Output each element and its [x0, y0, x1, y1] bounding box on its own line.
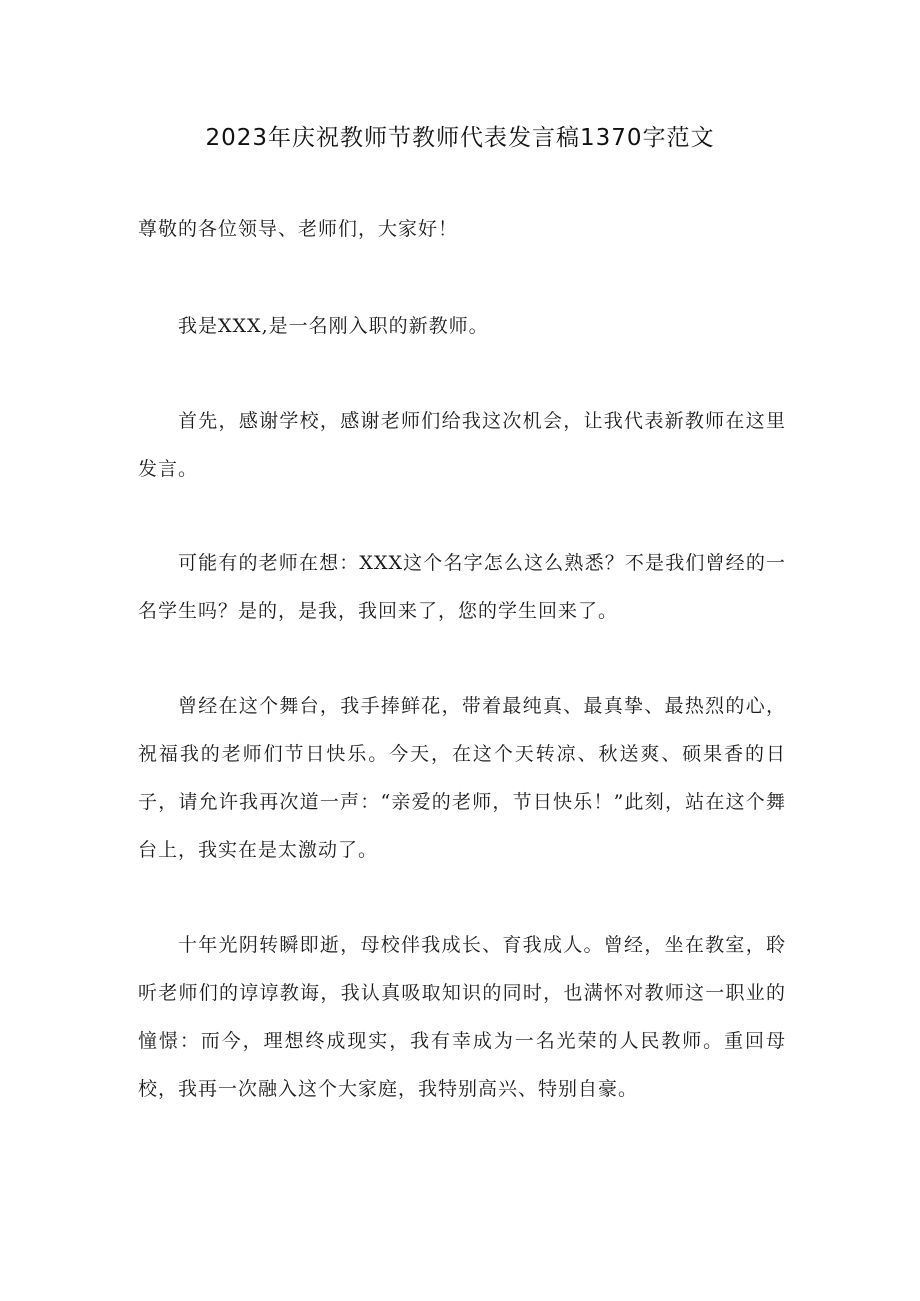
- paragraph-introduction: 我是XXX,是一名刚入职的新教师。: [178, 315, 489, 337]
- paragraph-memory: 曾经在这个舞台，我手捧鲜花，带着最纯真、最真挚、最热烈的心，祝福我的老师们节日快乐。今天，在这个天转凉、秋送爽、硕果香的日子，请允许我再次道一声：“亲爱的老师，节日快乐！”此刻，站在这个舞台上，我实在是太激动了。: [138, 695, 786, 861]
- paragraph-return: 可能有的老师在想：XXX这个名字怎么这么熟悉？不是我们曾经的一名学生吗？是的，是我，我回来了，您的学生回来了。: [138, 552, 786, 622]
- paragraph-thanks: 首先，感谢学校，感谢老师们给我这次机会，让我代表新教师在这里发言。: [138, 410, 786, 480]
- document-title: 2023年庆祝教师节教师代表发言稿1370字范文: [205, 125, 715, 151]
- paragraph-growth: 十年光阴转瞬即逝，母校伴我成长、育我成人。曾经，坐在教室，聆听老师们的谆谆教诲，我认真吸取知识的同时，也满怀对教师这一职业的憧憬：而今，理想终成现实，我有幸成为一名光荣的人民教师。重回母校，我再一次融入这个大家庭，我特别高兴、特别自豪。: [138, 934, 786, 1100]
- paragraph-greeting: 尊敬的各位领导、老师们，大家好！: [138, 218, 459, 240]
